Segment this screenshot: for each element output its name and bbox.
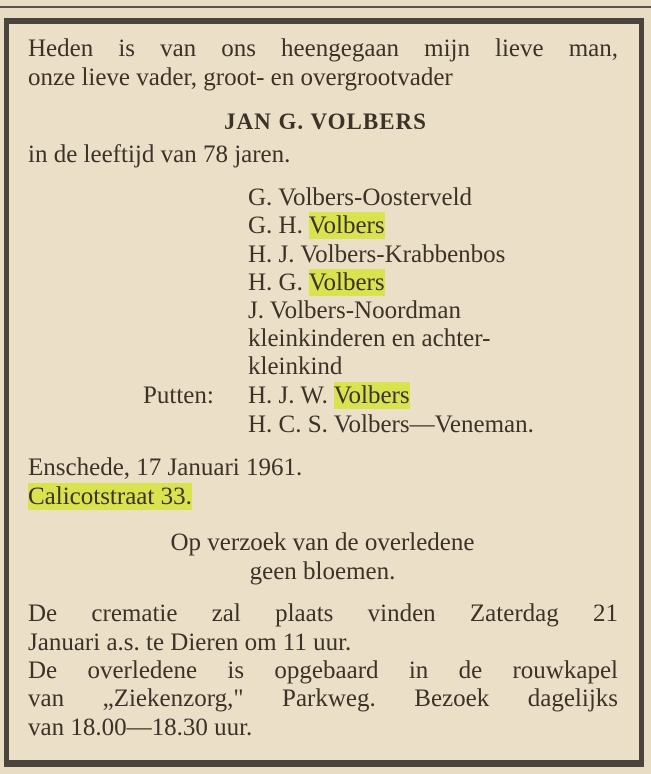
request-line-1: Op verzoek van de overledene	[170, 529, 475, 556]
relative-name: Volbers—Veneman.	[333, 411, 534, 438]
putten-label: Putten:	[143, 382, 214, 409]
viewing-line-3: van 18.00—18.30 uur.	[28, 714, 253, 741]
relative-line	[248, 296, 461, 325]
relative-name: Volbers	[308, 269, 385, 296]
relative-line	[248, 240, 505, 269]
address: Calicotstraat 33.	[28, 483, 192, 510]
relative-name: Volbers-Krabbenbos	[300, 241, 506, 268]
relative-name: kleinkind	[248, 353, 343, 380]
relative-initials: G.	[248, 184, 279, 211]
relative-initials: H. J.	[248, 241, 301, 268]
intro-line-1: Heden is van ons heengegaan mijn lieve man,	[28, 35, 618, 62]
relative-name: Volbers-Noordman	[269, 297, 461, 324]
deceased-name: JAN G. VOLBERS	[224, 109, 427, 134]
relative-initials: H. C. S.	[248, 411, 334, 438]
viewing-line-1: De overledene is opgebaard in de rouwkapel	[28, 657, 618, 684]
relative-initials: H. G.	[248, 269, 309, 296]
relative-name: Volbers	[308, 212, 385, 239]
cremation-line-1: De crematie zal plaats vinden Zaterdag 21	[28, 600, 618, 627]
request-line-2: geen bloemen.	[249, 558, 396, 585]
relative-initials: G. H.	[248, 212, 309, 239]
relative-line	[248, 352, 342, 381]
age-line: in de leeftijd van 78 jaren.	[28, 141, 291, 168]
relative-line	[248, 268, 385, 297]
relative-line	[248, 324, 490, 353]
cremation-line-2: Januari a.s. te Dieren om 11 uur.	[28, 629, 352, 656]
relative-name: Volbers	[333, 382, 410, 409]
relative-initials: J.	[248, 297, 270, 324]
relative-line	[248, 183, 472, 212]
relative-line	[248, 410, 534, 439]
relative-line	[248, 381, 410, 410]
relative-initials: H. J. W.	[248, 382, 334, 409]
viewing-line-2: van „Ziekenzorg," Parkweg. Bezoek dagelijks	[28, 685, 618, 712]
relative-name: kleinkinderen en achter-	[248, 325, 491, 352]
top-rule	[0, 6, 651, 8]
relative-line	[248, 211, 385, 240]
intro-line-2: onze lieve vader, groot- en overgrootvader	[28, 64, 453, 91]
place-date: Enschede, 17 Januari 1961.	[28, 454, 303, 481]
relative-name: Volbers-Oosterveld	[278, 184, 473, 211]
